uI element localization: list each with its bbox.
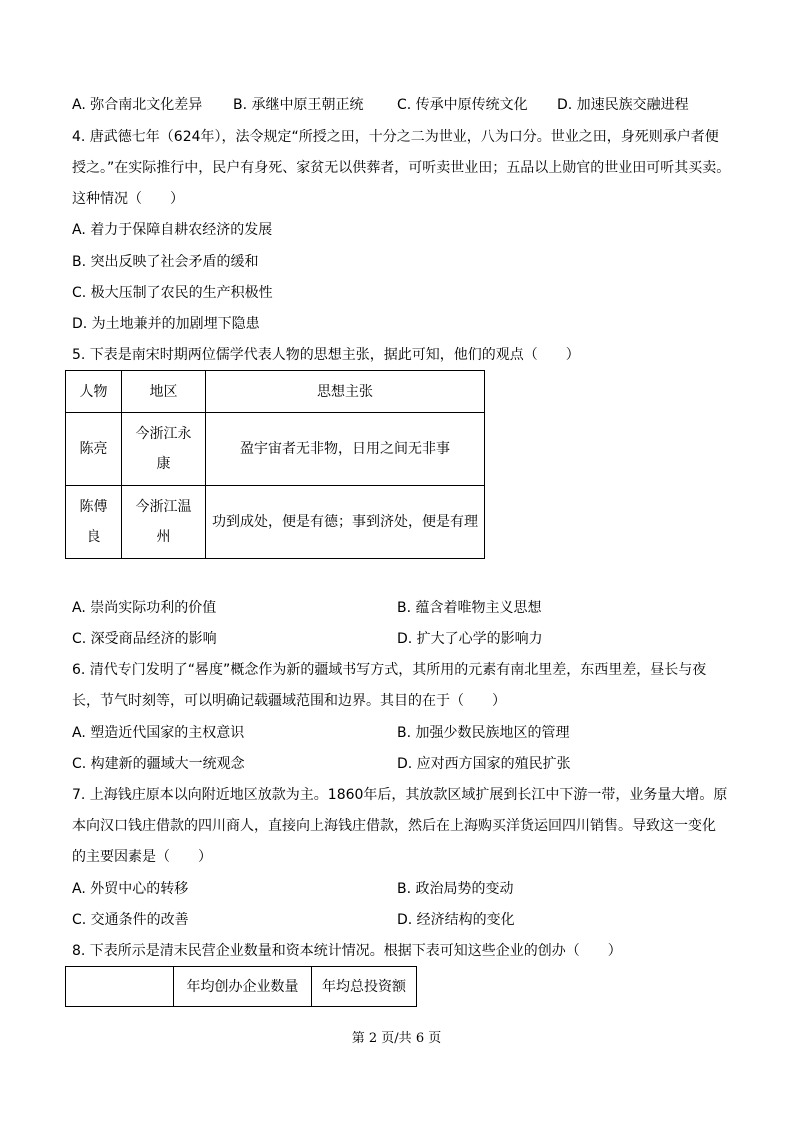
q7-option-a: A. 外贸中心的转移 [72,881,189,897]
q6-option-c: C. 构建新的疆域大一统观念 [72,756,245,772]
q3-option-d: D. 加速民族交融进程 [557,97,689,113]
q5-option-a: A. 崇尚实际功利的价值 [72,600,217,616]
q4-stem-line-1: 4. 唐武德七年（624年），法令规定“所授之田，十分之二为世业，八为口分。世业之田，身死则承户者便 [72,129,719,145]
q8-stem: 8. 下表所示是清末民营企业数量和资本统计情况。根据下表可知这些企业的创办（ ） [72,943,622,959]
q5-option-d: D. 扩大了心学的影响力 [397,631,543,647]
q5-option-c: C. 深受商品经济的影响 [72,631,217,647]
q8-header-count: 年均创办企业数量 [174,967,312,1007]
q6-option-b: B. 加强少数民族地区的管理 [397,725,570,741]
q3-option-c: C. 传承中原传统文化 [397,97,528,113]
q6-option-a: A. 塑造近代国家的主权意识 [72,725,245,741]
q8-table [65,966,417,1007]
q6-stem-line-1: 6. 清代专门发明了“晷度”概念作为新的疆域书写方式，其所用的元素有南北里差，东西里差，昼长与夜 [72,662,707,678]
q4-stem-line-3: 这种情况（ ） [72,191,184,207]
q5-cell-region: 今浙江温 州 [122,486,206,559]
q8-table-header-row [66,967,417,1007]
q7-stem-line-1: 7. 上海钱庄原本以向附近地区放款为主。1860年后，其放款区域扩展到长江中下游一带，业务量大增。原 [72,787,728,803]
q6-option-d: D. 应对西方国家的殖民扩张 [397,756,571,772]
q7-option-b: B. 政治局势的变动 [397,881,514,897]
q5-cell-idea: 盈宇宙者无非物，日用之间无非事 [206,413,485,486]
q4-option-a: A. 着力于保障自耕农经济的发展 [72,222,273,238]
q5-header-person: 人物 [66,371,122,413]
q7-stem-line-3: 的主要因素是（ ） [72,849,212,865]
q8-header-blank [66,967,174,1007]
q5-cell-person: 陈亮 [66,413,122,486]
table-row [66,486,485,559]
q7-stem-line-2: 本向汉口钱庄借款的四川商人，直接向上海钱庄借款，然后在上海购买洋货运回四川销售。导致这一变化 [72,818,716,834]
q4-option-b: B. 突出反映了社会矛盾的缓和 [72,254,259,270]
q5-stem: 5. 下表是南宋时期两位儒学代表人物的思想主张，据此可知，他们的观点（ ） [72,347,580,363]
q5-header-idea: 思想主张 [206,371,485,413]
q5-table-header-row [66,371,485,413]
q3-option-a: A. 弥合南北文化差异 [72,97,203,113]
q3-option-b: B. 承继中原王朝正统 [233,97,364,113]
table-row [66,413,485,486]
q4-option-c: C. 极大压制了农民的生产积极性 [72,285,273,301]
q7-option-d: D. 经济结构的变化 [397,912,515,928]
q5-cell-idea: 功到成处，便是有德；事到济处，便是有理 [206,486,485,559]
q5-cell-person: 陈傅 良 [66,486,122,559]
q5-cell-region: 今浙江永 康 [122,413,206,486]
q6-stem-line-2: 长，节气时刻等，可以明确记载疆域范围和边界。其目的在于（ ） [72,693,506,709]
q7-option-c: C. 交通条件的改善 [72,912,189,928]
page-footer: 第 2 页/共 6 页 [351,1031,442,1046]
q5-table [65,370,485,559]
q5-header-region: 地区 [122,371,206,413]
q8-header-investment: 年均总投资额 [312,967,417,1007]
q5-option-b: B. 蕴含着唯物主义思想 [397,600,542,616]
q4-stem-line-2: 授之。”在实际推行中，民户有身死、家贫无以供葬者，可听卖世业田；五品以上勋官的世业田可听其买卖。 [72,160,731,176]
q4-option-d: D. 为土地兼并的加剧埋下隐患 [72,316,260,332]
